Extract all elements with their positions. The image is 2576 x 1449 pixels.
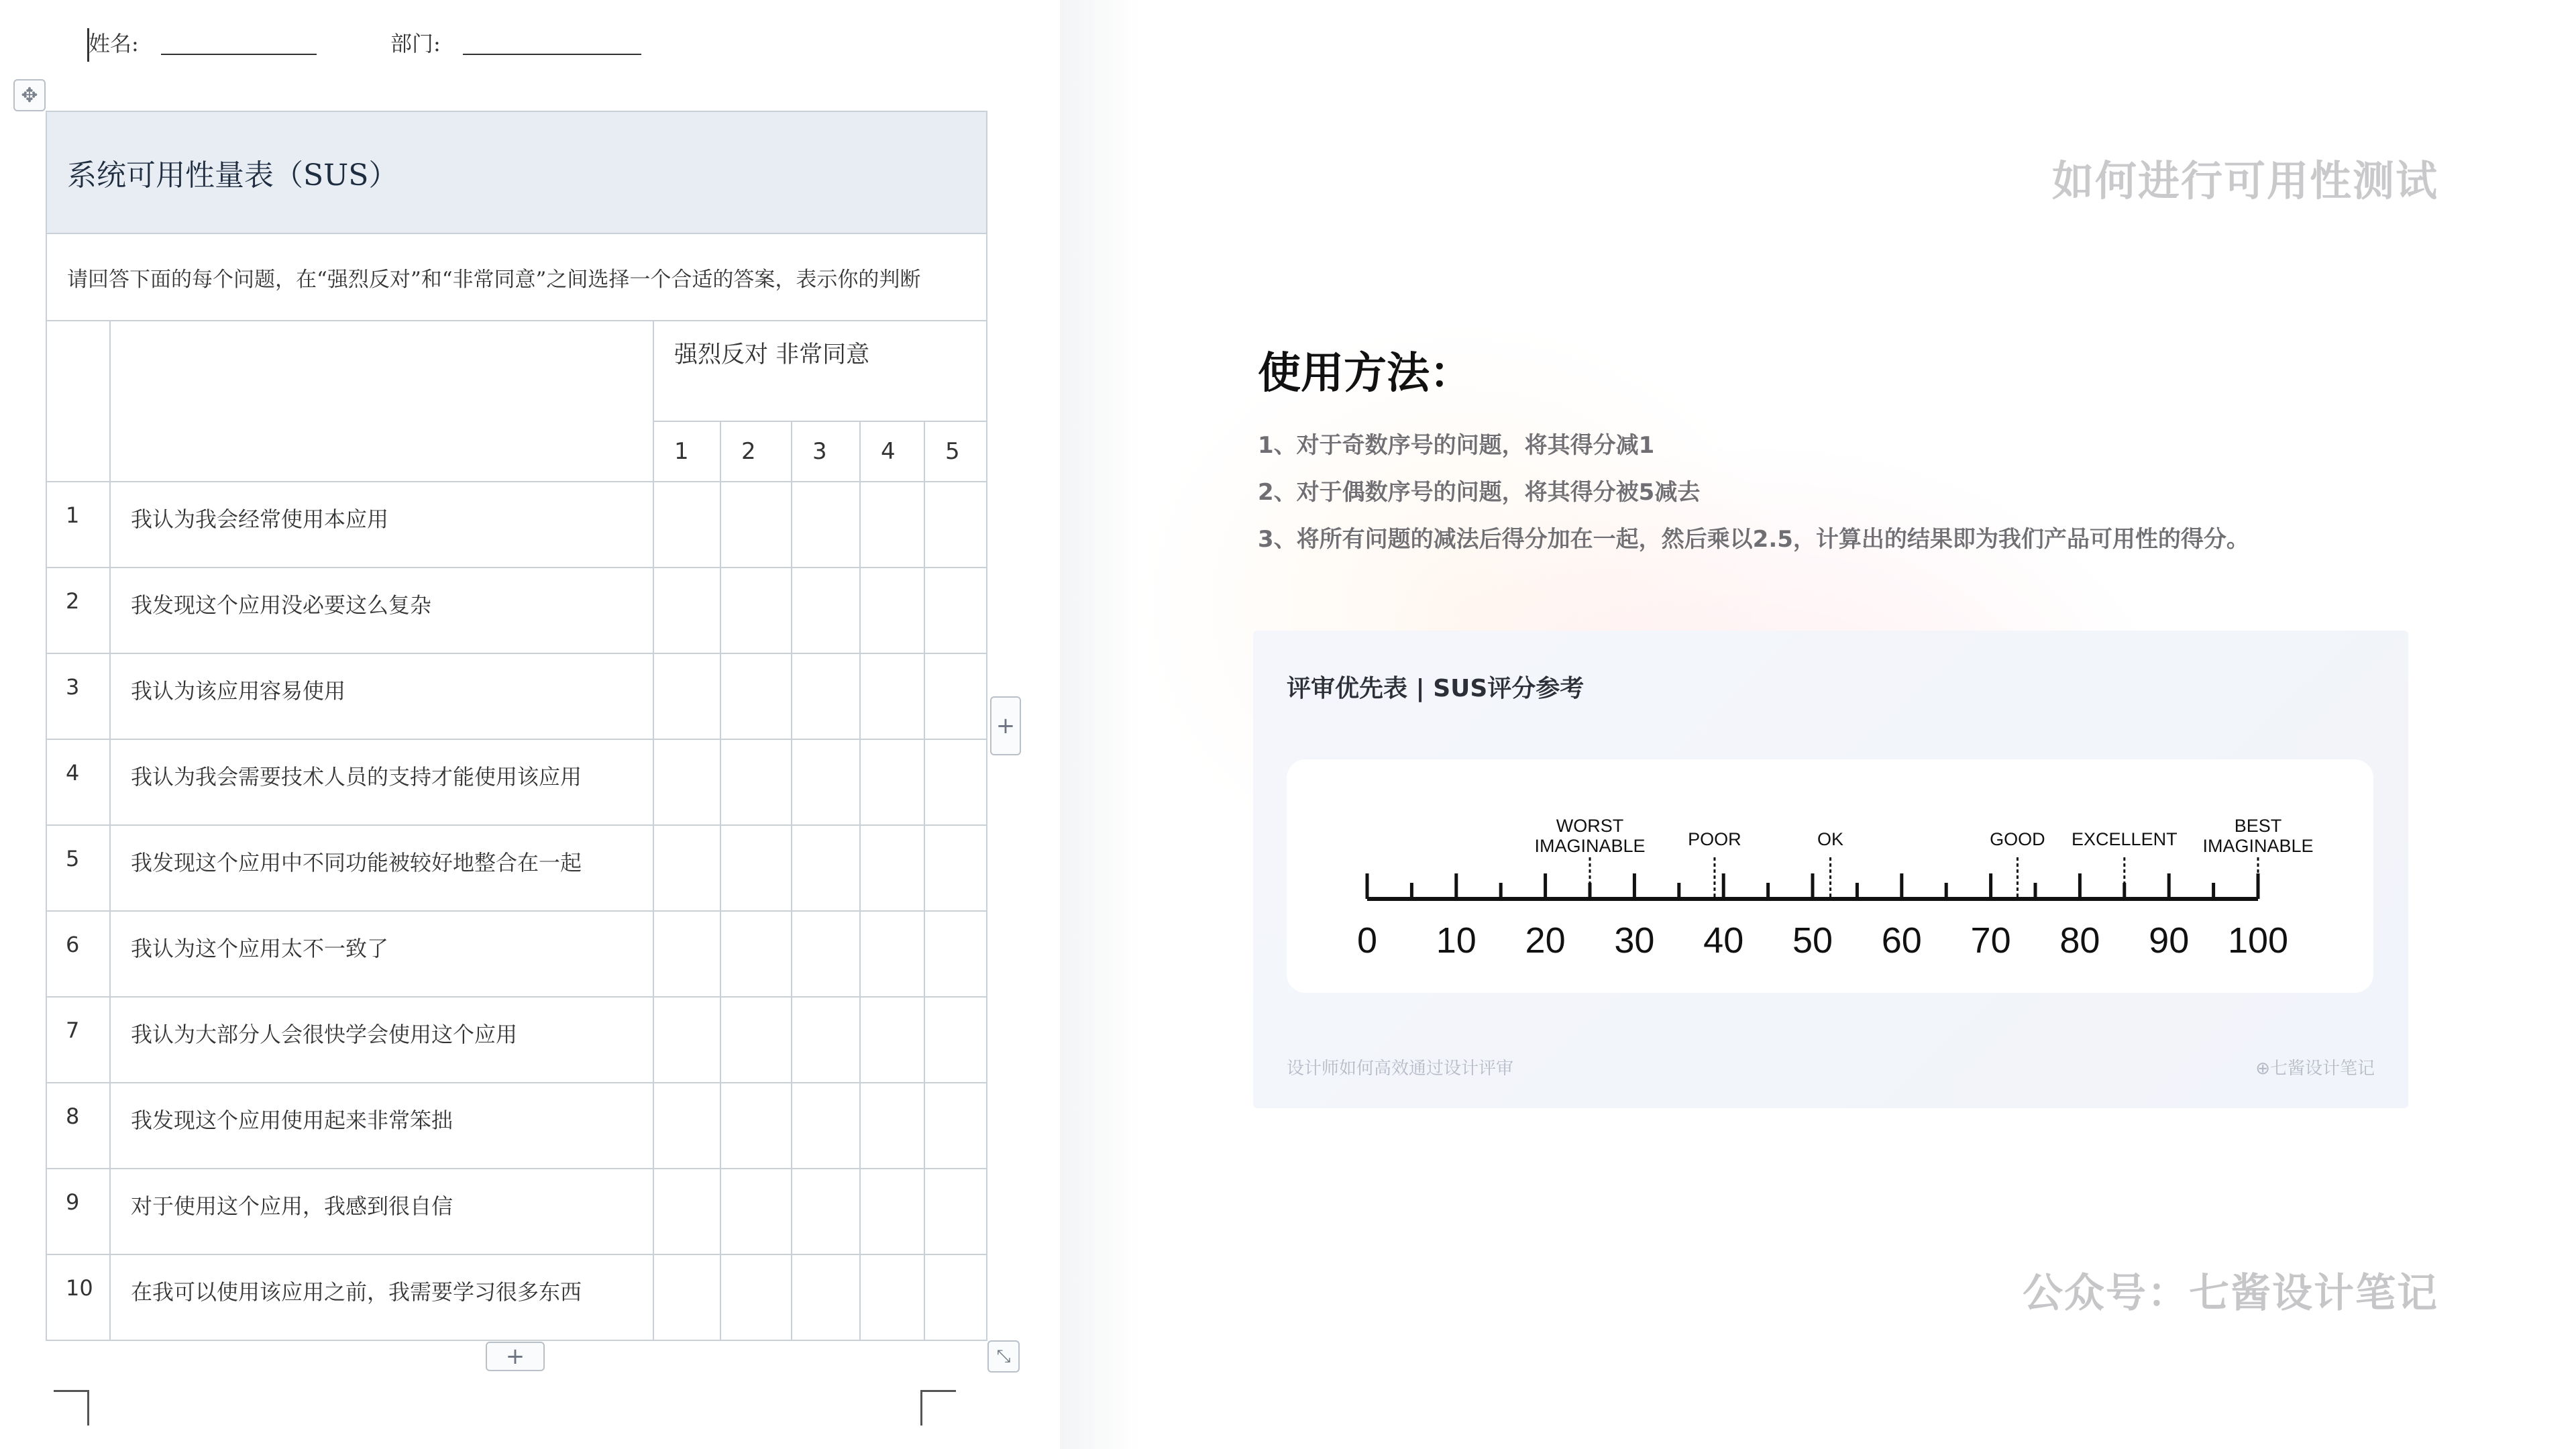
rating-cell[interactable] — [924, 653, 987, 739]
question-text: 我发现这个应用没必要这么复杂 — [110, 568, 653, 653]
rating-cell[interactable] — [653, 568, 720, 653]
rating-cell[interactable] — [653, 1254, 720, 1340]
rating-cell[interactable] — [720, 825, 792, 911]
name-field[interactable] — [161, 54, 317, 55]
rating-cell[interactable] — [860, 1083, 924, 1169]
rating-cell[interactable] — [792, 1254, 860, 1340]
rating-cell[interactable] — [924, 739, 987, 825]
question-number: 4 — [46, 739, 110, 825]
rating-cell[interactable] — [860, 482, 924, 568]
sus-scale-box — [1287, 759, 2373, 993]
scale-marker-label: OK — [1817, 829, 1844, 849]
dept-field[interactable] — [463, 54, 641, 55]
rating-cell[interactable] — [792, 1083, 860, 1169]
rating-cell[interactable] — [924, 1083, 987, 1169]
rating-cell[interactable] — [792, 997, 860, 1083]
question-number: 1 — [46, 482, 110, 568]
question-text: 我认为该应用容易使用 — [110, 653, 653, 739]
rating-cell[interactable] — [653, 1169, 720, 1254]
question-number: 5 — [46, 825, 110, 911]
rating-cell[interactable] — [653, 997, 720, 1083]
rating-cell[interactable] — [720, 911, 792, 997]
table-row — [46, 997, 987, 1083]
sus-table — [46, 111, 987, 1341]
footer-watermark: 公众号：七酱设计笔记 — [2023, 1270, 2438, 1317]
rating-cell[interactable] — [720, 1083, 792, 1169]
rating-cell[interactable] — [720, 997, 792, 1083]
rating-cell[interactable] — [860, 739, 924, 825]
question-text: 我认为这个应用太不一致了 — [110, 911, 653, 997]
scale-tick-label: 70 — [1970, 920, 2011, 961]
table-row — [46, 911, 987, 997]
scale-number: 4 — [860, 421, 924, 482]
scale-number: 1 — [653, 421, 720, 482]
scale-number: 2 — [720, 421, 792, 482]
rating-cell[interactable] — [720, 482, 792, 568]
table-instruction: 请回答下面的每个问题，在“强烈反对”和“非常同意”之间选择一个合适的答案，表示你的判断 — [46, 233, 987, 321]
usage-heading: 使用方法： — [1258, 349, 1472, 398]
table-row — [46, 825, 987, 911]
rating-cell[interactable] — [860, 997, 924, 1083]
question-number: 2 — [46, 568, 110, 653]
question-number: 7 — [46, 997, 110, 1083]
question-text: 我认为我会需要技术人员的支持才能使用该应用 — [110, 739, 653, 825]
name-label: 姓名: — [89, 31, 139, 56]
card-footer-left: 设计师如何高效通过设计评审 — [1287, 1059, 1514, 1079]
usage-step: 1、对于奇数序号的问题，将其得分减1 — [1258, 432, 1655, 459]
rating-cell[interactable] — [924, 1169, 987, 1254]
rating-cell[interactable] — [653, 1083, 720, 1169]
rating-cell[interactable] — [924, 1254, 987, 1340]
rating-cell[interactable] — [653, 482, 720, 568]
question-text: 对于使用这个应用，我感到很自信 — [110, 1169, 653, 1254]
rating-cell[interactable] — [653, 653, 720, 739]
rating-cell[interactable] — [792, 825, 860, 911]
table-title: 系统可用性量表（SUS） — [46, 111, 987, 233]
rating-cell[interactable] — [860, 653, 924, 739]
document-page — [0, 0, 1060, 1449]
scale-marker-label: WORST — [1556, 816, 1624, 836]
sus-scale — [1287, 759, 2373, 993]
question-text: 我发现这个应用使用起来非常笨拙 — [110, 1083, 653, 1169]
scale-marker-label: GOOD — [1990, 829, 2045, 849]
scale-tick-label: 90 — [2149, 920, 2190, 961]
rating-cell[interactable] — [653, 739, 720, 825]
scale-number: 5 — [924, 421, 987, 482]
rating-cell[interactable] — [720, 653, 792, 739]
scale-tick-label: 40 — [1703, 920, 1744, 961]
rating-cell[interactable] — [860, 568, 924, 653]
header-blank-num — [46, 321, 110, 482]
rating-cell[interactable] — [792, 739, 860, 825]
plus-icon: + — [996, 712, 1016, 739]
rating-cell[interactable] — [792, 482, 860, 568]
rating-cell[interactable] — [924, 911, 987, 997]
question-text: 我发现这个应用中不同功能被较好地整合在一起 — [110, 825, 653, 911]
rating-cell[interactable] — [653, 911, 720, 997]
scale-tick-label: 100 — [2227, 920, 2289, 961]
scale-tick-label: 20 — [1525, 920, 1566, 961]
question-number: 8 — [46, 1083, 110, 1169]
rating-cell[interactable] — [720, 1254, 792, 1340]
table-row — [46, 739, 987, 825]
scale-marker-label: IMAGINABLE — [1534, 836, 1646, 856]
table-row — [46, 653, 987, 739]
rating-cell[interactable] — [792, 568, 860, 653]
question-text: 在我可以使用该应用之前，我需要学习很多东西 — [110, 1254, 653, 1340]
scale-tick-label: 0 — [1356, 920, 1378, 961]
rating-cell[interactable] — [720, 1169, 792, 1254]
question-number: 10 — [46, 1254, 110, 1340]
rating-cell[interactable] — [860, 1169, 924, 1254]
question-text: 我认为我会经常使用本应用 — [110, 482, 653, 568]
scale-tick-label: 80 — [2059, 920, 2100, 961]
table-row — [46, 568, 987, 653]
dept-label: 部门: — [390, 31, 441, 56]
scale-tick-label: 10 — [1436, 920, 1477, 961]
sus-reference-card — [1253, 631, 2408, 1108]
scale-header: 强烈反对 非常同意 — [653, 321, 987, 421]
slide-panel — [1060, 0, 2576, 1449]
rating-cell[interactable] — [924, 997, 987, 1083]
table-row — [46, 1169, 987, 1254]
question-text: 我认为大部分人会很快学会使用这个应用 — [110, 997, 653, 1083]
question-number: 3 — [46, 653, 110, 739]
rating-cell[interactable] — [653, 825, 720, 911]
rating-cell[interactable] — [924, 825, 987, 911]
plus-icon: + — [505, 1343, 525, 1370]
slide-title-watermark: 如何进行可用性测试 — [2051, 156, 2438, 205]
scale-number: 3 — [792, 421, 860, 482]
rating-cell[interactable] — [924, 482, 987, 568]
rating-cell[interactable] — [860, 911, 924, 997]
scale-marker-label: IMAGINABLE — [2202, 836, 2314, 856]
scale-marker-label: EXCELLENT — [2072, 829, 2178, 849]
rating-cell[interactable] — [924, 568, 987, 653]
rating-cell[interactable] — [792, 653, 860, 739]
usage-step: 3、将所有问题的减法后得分加在一起，然后乘以2.5，计算出的结果即为我们产品可用性的得分。 — [1258, 526, 2249, 553]
rating-cell[interactable] — [860, 1254, 924, 1340]
add-row-button[interactable] — [486, 1342, 545, 1371]
rating-cell[interactable] — [792, 911, 860, 997]
card-title: 评审优先表 | SUS评分参考 — [1287, 675, 1585, 702]
header-blank-question — [110, 321, 653, 482]
table-row — [46, 482, 987, 568]
rating-cell[interactable] — [860, 825, 924, 911]
scale-marker-label: BEST — [2234, 816, 2282, 836]
crop-mark — [920, 1390, 956, 1426]
add-column-button[interactable] — [990, 696, 1021, 755]
scale-tick-label: 60 — [1881, 920, 1922, 961]
table-row — [46, 1083, 987, 1169]
crop-mark — [54, 1390, 89, 1426]
move-icon[interactable]: ✥ — [13, 79, 46, 111]
rating-cell[interactable] — [792, 1169, 860, 1254]
resize-icon[interactable]: ⤡ — [987, 1340, 1020, 1373]
rating-cell[interactable] — [720, 739, 792, 825]
scale-marker-label: POOR — [1688, 829, 1741, 849]
table-row — [46, 1254, 987, 1340]
scale-tick-label: 30 — [1614, 920, 1655, 961]
rating-cell[interactable] — [720, 568, 792, 653]
question-number: 6 — [46, 911, 110, 997]
usage-step: 2、对于偶数序号的问题，将其得分被5减去 — [1258, 479, 1701, 506]
card-footer-right: ⊕七酱设计笔记 — [2255, 1059, 2375, 1079]
scale-tick-label: 50 — [1792, 920, 1833, 961]
question-number: 9 — [46, 1169, 110, 1254]
